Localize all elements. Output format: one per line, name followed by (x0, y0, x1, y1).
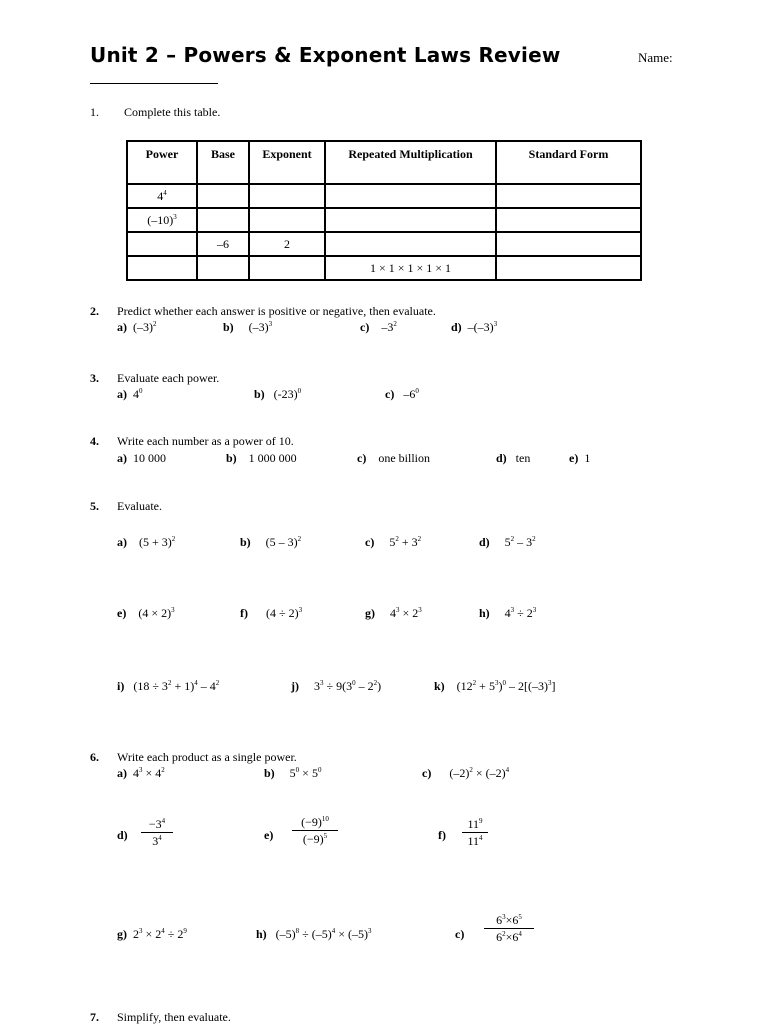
q5-part-k: k) $(12^2 + 5^3)^0 - 2[(-3)^3]$ (434, 679, 556, 693)
q4-part-e: e) 1 (569, 451, 591, 465)
q6-part-f-label: f) (438, 828, 446, 842)
q5-part-h: h) $4^3 \div 2^3$ (479, 606, 537, 620)
cell-standard[interactable] (496, 184, 641, 208)
q3-part-a: a) $4^0$ (117, 387, 143, 401)
q4-prompt: Write each number as a power of 10. (117, 434, 294, 448)
cell-repeated[interactable] (325, 232, 496, 256)
q5-part-f: f) $(4 \div 2)^3$ (240, 606, 303, 620)
powers-table (126, 140, 642, 281)
q2-part-b: b) $(-3)^3$ (223, 320, 273, 334)
table-row (127, 232, 641, 256)
cell-exponent: 2 (249, 232, 325, 256)
q5-part-a: a) $(5 + 3)^2$ (117, 535, 176, 549)
cell-repeated[interactable] (325, 184, 496, 208)
q6-number: 6. (90, 750, 99, 764)
q4-number: 4. (90, 434, 99, 448)
name-line (90, 83, 218, 84)
table-row (127, 256, 641, 280)
q2-prompt: Predict whether each answer is positive or negative, then evaluate. (117, 304, 436, 318)
q3-part-c: c) $-6^0$ (385, 387, 419, 401)
q3-number: 3. (90, 371, 99, 385)
q2-part-d: d) $-(-3)^3$ (451, 320, 498, 334)
q5-part-d: d) $5^2 - 3^2$ (479, 535, 536, 549)
q4-part-c: c) one billion (357, 451, 430, 465)
table-row (127, 184, 641, 208)
q6-prompt: Write each product as a single power. (117, 750, 297, 764)
q5-part-g: g) $4^3 \times 2^3$ (365, 606, 422, 620)
table-row (127, 208, 641, 232)
cell-exponent[interactable] (249, 184, 325, 208)
q3-prompt: Evaluate each power. (117, 371, 220, 385)
cell-power[interactable] (127, 256, 197, 280)
cell-standard[interactable] (496, 256, 641, 280)
q5-part-e: e) $(4 \times 2)^3$ (117, 606, 175, 620)
q1-prompt: Complete this table. (124, 105, 221, 119)
q5-part-b: b) (5 – 3)$^2$ (240, 535, 302, 549)
q6-part-d-fraction: $-3^4$ $3^4$ (141, 817, 173, 848)
cell-base: –6 (197, 232, 249, 256)
q5-part-c: c) $5^2 + 3^2$ (365, 535, 422, 549)
cell-base[interactable] (197, 208, 249, 232)
cell-standard[interactable] (496, 232, 641, 256)
q5-prompt: Evaluate. (117, 499, 162, 513)
cell-standard[interactable] (496, 208, 641, 232)
q6-part-i-label: c) (455, 927, 465, 941)
header-standard: Standard Form (496, 141, 641, 184)
q3-part-b: b) $(-23)^0$ (254, 387, 302, 401)
name-label: Name: (638, 50, 673, 65)
q2-number: 2. (90, 304, 99, 318)
q6-part-g: g) $2^3 \times 2^4 \div 2^9$ (117, 927, 187, 941)
cell-base[interactable] (197, 256, 249, 280)
q6-part-i-fraction: $6^3\times 6^5$ $6^2\times 6^4$ (484, 913, 534, 944)
q6-part-b: b) $5^0 \times 5^0$ (264, 766, 322, 780)
cell-repeated: 1 × 1 × 1 × 1 × 1 (325, 256, 496, 280)
header-repeated: Repeated Multiplication (325, 141, 496, 184)
q6-part-d-label: d) (117, 828, 128, 842)
q6-part-c: c) $(-2)^2 \times (-2)^4$ (422, 766, 510, 780)
header-exponent: Exponent (249, 141, 325, 184)
cell-exponent[interactable] (249, 256, 325, 280)
q6-part-h: h) $(-5)^8 \div (-5)^4 \times (-5)^3$ (256, 927, 372, 941)
q7-number: 7. (90, 1010, 99, 1024)
q7-prompt: Simplify, then evaluate. (117, 1010, 231, 1024)
q4-part-d: d) ten (496, 451, 531, 465)
q2-part-a: a) $(-3)^2$ (117, 320, 157, 334)
q5-part-i: i) $(18 \div 3^2 + 1)^4 - 4^2$ (117, 679, 220, 693)
cell-exponent[interactable] (249, 208, 325, 232)
q6-part-f-fraction: $11^9$ $11^4$ (462, 817, 488, 848)
cell-base[interactable] (197, 184, 249, 208)
q1-number: 1. (90, 105, 99, 119)
q4-part-a: a) 10 000 (117, 451, 166, 465)
q6-part-e-fraction: $(-9)^{10}$ $(-9)^5$ (292, 815, 338, 846)
cell-repeated[interactable] (325, 208, 496, 232)
header-power: Power (127, 141, 197, 184)
page-title: Unit 2 – Powers & Exponent Laws Review (90, 43, 561, 67)
cell-power[interactable] (127, 232, 197, 256)
q2-part-c: c) $-3^2$ (360, 320, 397, 334)
q5-number: 5. (90, 499, 99, 513)
q4-part-b: b) 1 000 000 (226, 451, 297, 465)
cell-power: $4^4$ (127, 184, 197, 208)
q5-part-j: j) $3^3 \div 9(3^0 - 2^2)$ (291, 679, 382, 693)
header-base: Base (197, 141, 249, 184)
cell-power: $(-10)^3$ (127, 208, 197, 232)
q6-part-e-label: e) (264, 828, 274, 842)
q6-part-a: a) $4^3 \times 4^2$ (117, 766, 165, 780)
